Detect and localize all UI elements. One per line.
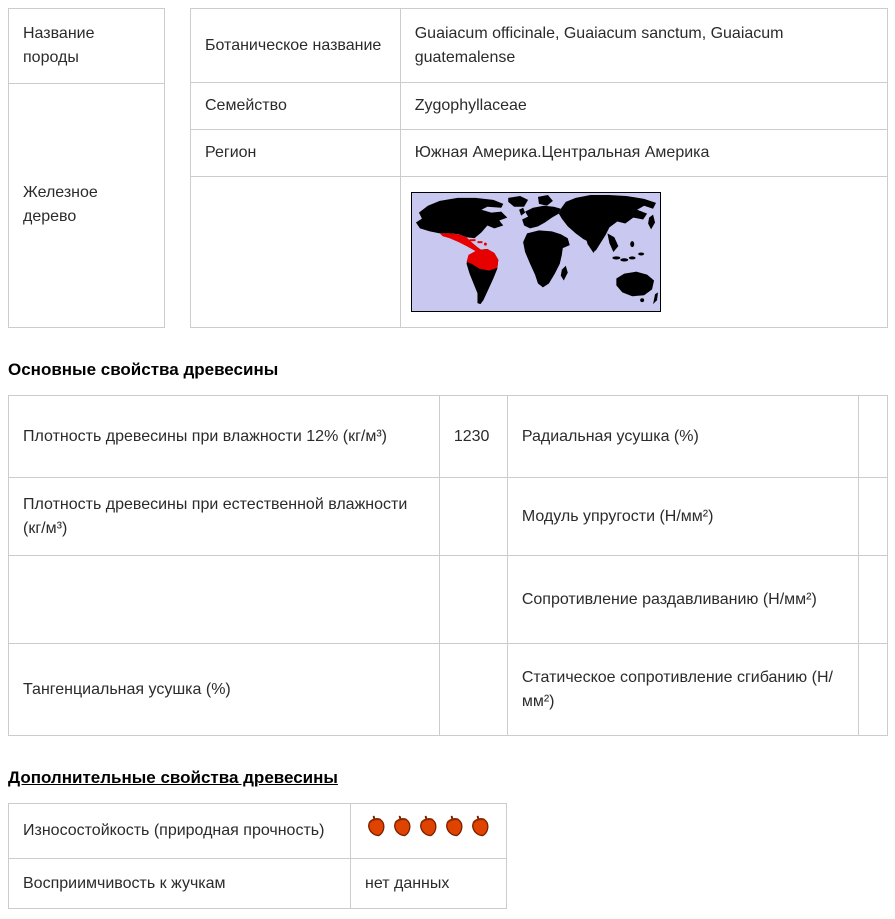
additional-properties-heading: Дополнительные свойства древесины [8,768,338,787]
property-label: Статическое сопротивление сгибанию (Н/мм²) [507,644,858,736]
world-region-map [411,192,661,312]
species-details-table [190,8,888,328]
property-label: Тангенциальная усушка (%) [9,644,440,736]
family-value: Zygophyllaceae [400,83,887,130]
additional-properties-table [8,803,507,909]
property-value [858,556,887,644]
property-label: Модуль упругости (Н/мм²) [507,478,858,556]
durability-acorn-icon [443,815,466,839]
species-name-label-cell: Название породы [9,9,165,84]
durability-acorn-icon [391,815,414,839]
property-value [858,396,887,478]
bug-susceptibility-value: нет данных [351,859,507,909]
property-label: Плотность древесины при естественной влажности (кг/м³) [9,478,440,556]
region-label: Регион [191,130,401,177]
property-value: 1230 [439,396,507,478]
botanical-name-value: Guaiacum officinale, Guaiacum sanctum, Guaiacum guatemalense [400,9,887,83]
property-value [439,478,507,556]
property-value [439,644,507,736]
family-label: Семейство [191,83,401,130]
species-name-table [8,8,165,328]
species-name-cell: Железное дерево [9,83,165,327]
durability-rating-cell [351,804,507,859]
durability-acorn-icon [365,815,388,839]
property-label: Плотность древесины при влажности 12% (кг/м³) [9,396,440,478]
durability-rating [365,815,492,839]
property-label: Сопротивление раздавливанию (Н/мм²) [507,556,858,644]
region-value: Южная Америка.Центральная Америка [400,130,887,177]
property-label: Радиальная усушка (%) [507,396,858,478]
species-info-section [8,8,888,328]
main-properties-table [8,395,888,736]
property-value [858,644,887,736]
botanical-name-label: Ботаническое название [191,9,401,83]
durability-label: Износостойкость (природная прочность) [9,804,351,859]
property-label [9,556,440,644]
durability-acorn-icon [417,815,440,839]
map-cell [400,177,887,328]
property-value [439,556,507,644]
map-row-empty-cell [191,177,401,328]
main-properties-heading: Основные свойства древесины [8,360,279,379]
durability-acorn-icon [469,815,492,839]
bug-susceptibility-label: Восприимчивость к жучкам [9,859,351,909]
property-value [858,478,887,556]
